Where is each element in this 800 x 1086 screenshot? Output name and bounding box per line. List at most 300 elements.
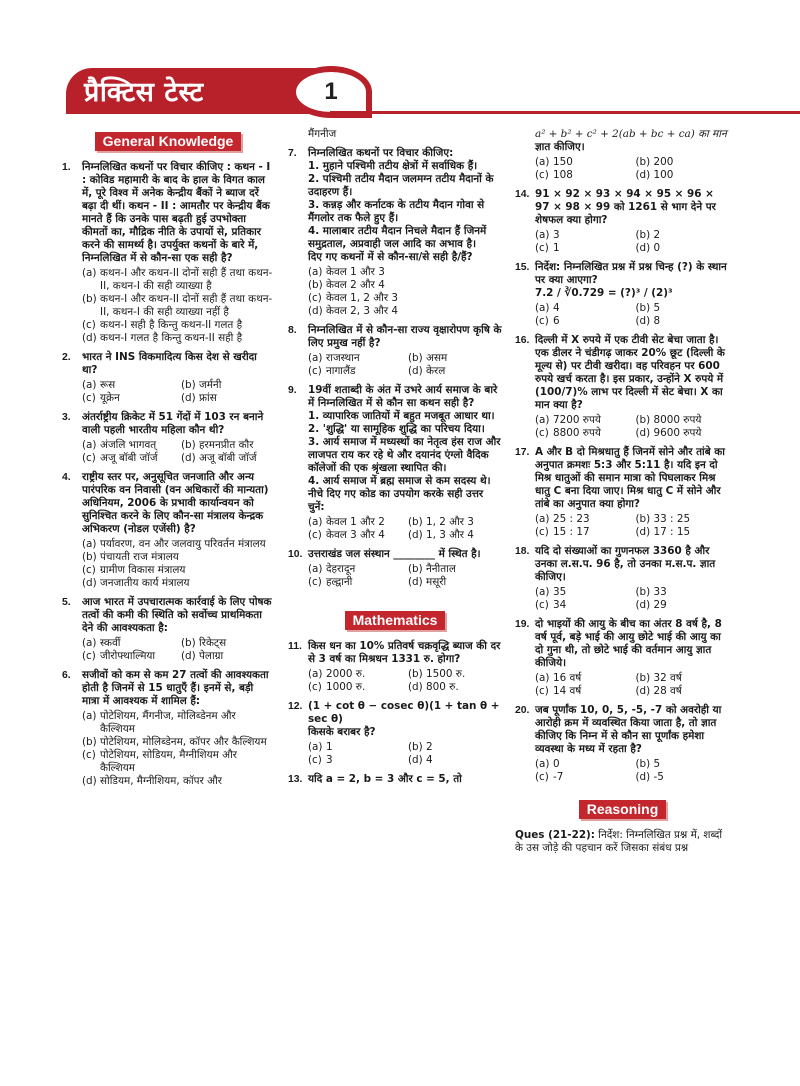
option-letter: (b) bbox=[635, 672, 651, 684]
question-number: 1. bbox=[62, 162, 71, 173]
options bbox=[535, 414, 730, 440]
option-text: मसूरी bbox=[426, 576, 447, 588]
option-item bbox=[636, 302, 731, 315]
question-text: निम्नलिखित में से कौन-सा राज्य वृक्षारोपण कृषि के लिए प्रमुख नहीं है? bbox=[308, 324, 502, 349]
option-letter: (a) bbox=[82, 710, 97, 722]
option-text: ग्रामीण विकास मंत्रालय bbox=[100, 564, 186, 576]
option-item bbox=[535, 586, 630, 599]
question-body bbox=[535, 261, 730, 328]
q13-expression: a² + b² + c² + 2(ab + bc + ca) का मान bbox=[535, 128, 727, 140]
options bbox=[82, 710, 274, 788]
question bbox=[515, 618, 730, 698]
question bbox=[288, 773, 502, 786]
question-list-gk-2 bbox=[288, 147, 502, 589]
option-letter: (c) bbox=[308, 365, 322, 377]
option-item bbox=[636, 672, 731, 685]
option-item bbox=[308, 741, 402, 754]
question-body bbox=[308, 640, 502, 694]
option-item bbox=[82, 319, 274, 332]
option-letter: (b) bbox=[635, 586, 651, 598]
question bbox=[288, 384, 502, 542]
question bbox=[515, 545, 730, 612]
option-item bbox=[535, 427, 630, 440]
question-statement: दिए गए कथनों में से कौन-सा/से सही है/हैं? bbox=[308, 251, 473, 263]
option-item bbox=[181, 379, 274, 392]
option-letter: (d) bbox=[635, 599, 651, 611]
option-text: असम bbox=[426, 352, 448, 364]
option-text: 1 bbox=[326, 741, 333, 753]
question-list-math bbox=[288, 640, 502, 786]
option-text: 2 bbox=[426, 741, 433, 753]
options bbox=[82, 538, 274, 590]
option-letter: (d) bbox=[82, 775, 97, 787]
option-letter: (d) bbox=[635, 526, 651, 538]
option-letter: (a) bbox=[535, 513, 550, 525]
option-text: जीरोफ्थाल्मिया bbox=[100, 650, 156, 662]
option-text: कथन-I और कथन-II दोनों सही हैं तथा कथन-II, कथन-I की सही व्याख्या नहीं है bbox=[100, 293, 273, 318]
column-2 bbox=[288, 128, 502, 792]
option-item bbox=[308, 352, 402, 365]
option-text: केवल 1 और 2 bbox=[326, 516, 385, 528]
option-text: 4 bbox=[553, 302, 560, 314]
option-item bbox=[181, 650, 274, 663]
option-letter: (d) bbox=[181, 650, 196, 662]
option-text: रूस bbox=[100, 379, 116, 391]
option-letter: (b) bbox=[408, 563, 423, 575]
option-item bbox=[308, 279, 502, 292]
option-letter: (b) bbox=[635, 229, 651, 241]
column-1 bbox=[62, 124, 274, 794]
question-number: 11. bbox=[288, 641, 302, 652]
question-number: 3. bbox=[62, 412, 71, 423]
option-letter: (a) bbox=[308, 563, 323, 575]
option-text: 0 bbox=[553, 758, 560, 770]
header-rule bbox=[330, 111, 800, 114]
option-text: 200 bbox=[653, 156, 674, 168]
options bbox=[308, 741, 502, 767]
option-item bbox=[308, 668, 402, 681]
option-item bbox=[408, 668, 502, 681]
option-item bbox=[535, 169, 630, 182]
option-text: 7200 रुपये bbox=[553, 414, 601, 426]
option-letter: (d) bbox=[408, 365, 423, 377]
option-item bbox=[535, 414, 630, 427]
option-text: कथन-I गलत है किन्तु कथन-II सही है bbox=[100, 332, 243, 344]
option-letter: (d) bbox=[408, 681, 423, 693]
option-text: पोटेशियम, मोलिब्डेनम, कॉपर और कैल्शियम bbox=[100, 736, 267, 748]
option-letter: (c) bbox=[535, 526, 549, 538]
option-text: केरल bbox=[426, 365, 446, 377]
option-item bbox=[308, 563, 402, 576]
option-letter: (c) bbox=[535, 427, 549, 439]
question-number: 20. bbox=[515, 705, 530, 716]
options bbox=[535, 672, 730, 698]
option-text: 1, 2 और 3 bbox=[426, 516, 474, 528]
question-list-gk bbox=[62, 161, 274, 788]
option-item bbox=[408, 741, 502, 754]
option-text: 6 bbox=[553, 315, 560, 327]
question-text: 91 × 92 × 93 × 94 × 95 × 96 × 97 × 98 × 99 को 1261 से भाग देने पर शेषफल क्या होगा? bbox=[535, 188, 716, 226]
question-number: 2. bbox=[62, 352, 71, 363]
option-letter: (b) bbox=[635, 156, 651, 168]
page-title: प्रैक्टिस टेस्ट bbox=[84, 77, 204, 108]
option-item bbox=[535, 242, 630, 255]
option-letter: (c) bbox=[82, 749, 96, 761]
option-text: 33 bbox=[653, 586, 667, 598]
option-text: 5 bbox=[653, 758, 661, 770]
option-letter: (d) bbox=[635, 315, 651, 327]
option-item bbox=[82, 538, 274, 551]
option-text: कथन-I और कथन-II दोनों सही हैं तथा कथन-II, कथन-I की सही व्याख्या है bbox=[100, 267, 273, 292]
option-item bbox=[82, 293, 274, 319]
option-item bbox=[636, 526, 731, 539]
option-text: हल्द्वानी bbox=[326, 576, 353, 588]
question-text: सजीवों को कम से कम 27 तत्वों की आवश्यकता होती है जिनमें से 15 धातुएँ हैं। इनमें से, बड़ी मात्रा में आवश्यक में शामिल हैं: bbox=[82, 669, 269, 707]
option-item bbox=[308, 292, 502, 305]
option-letter: (c) bbox=[535, 169, 549, 181]
question-body bbox=[82, 669, 274, 788]
question-number: 14. bbox=[515, 189, 530, 200]
question bbox=[515, 188, 730, 255]
option-letter: (d) bbox=[82, 577, 97, 589]
question-list-math-2 bbox=[515, 188, 730, 784]
question bbox=[62, 351, 274, 405]
question-number: 15. bbox=[515, 262, 530, 273]
option-letter: (a) bbox=[82, 439, 97, 451]
options bbox=[82, 439, 274, 465]
options bbox=[308, 563, 502, 589]
test-number-badge: 1 bbox=[290, 66, 372, 118]
option-letter: (b) bbox=[181, 439, 196, 451]
option-letter: (b) bbox=[408, 352, 423, 364]
option-item bbox=[82, 332, 274, 345]
question bbox=[515, 446, 730, 539]
option-letter: (b) bbox=[408, 668, 423, 680]
option-item bbox=[82, 577, 274, 590]
option-letter: (a) bbox=[308, 668, 323, 680]
option-text: 1000 रु. bbox=[326, 681, 366, 693]
question-text: जब पूर्णांक 10, 0, 5, -5, -7 को अवरोही या आरोही क्रम में व्यवस्थित किया जाता है, तो ज्ञात कीजिए कि निम्न में से कौन सा पूर्णांक हमेशा व्यवस्था के मध्य में रहता है? bbox=[535, 704, 722, 755]
question-body bbox=[82, 596, 274, 663]
option-letter: (b) bbox=[82, 736, 97, 748]
continued-option-text: मैंगनीज bbox=[308, 128, 337, 140]
option-item bbox=[408, 529, 502, 542]
option-letter: (d) bbox=[408, 754, 423, 766]
question-statement: 3. कन्नड़ और कर्नाटक के तटीय मैदान गोवा से मैंगलोर तक फैले हुए हैं। bbox=[308, 199, 485, 224]
question-text: निम्नलिखित कथनों पर विचार कीजिए: bbox=[308, 147, 454, 159]
option-letter: (d) bbox=[635, 771, 651, 783]
question-body bbox=[535, 334, 730, 440]
question-number: 10. bbox=[288, 549, 303, 560]
question-number: 18. bbox=[515, 546, 530, 557]
option-text: 1, 3 और 4 bbox=[426, 529, 474, 541]
question-number: 16. bbox=[515, 335, 530, 346]
option-item bbox=[82, 551, 274, 564]
question-body bbox=[535, 704, 730, 784]
option-letter: (b) bbox=[635, 513, 651, 525]
option-letter: (a) bbox=[535, 586, 550, 598]
option-text: स्कर्वी bbox=[100, 637, 121, 649]
option-text: केवल 3 और 4 bbox=[326, 529, 385, 541]
question-body bbox=[82, 351, 274, 405]
question bbox=[62, 161, 274, 345]
option-item bbox=[535, 526, 630, 539]
options bbox=[82, 379, 274, 405]
option-item bbox=[82, 749, 274, 775]
option-letter: (b) bbox=[408, 516, 423, 528]
question-statement: 3. आर्य समाज में मध्यस्थों का नेतृत्व हंस राज और लाजपत राय कर रहे थे और दयानंद एंग्लो वैदिक कॉलेजों की एक श्रृंखला स्थापित की। bbox=[308, 436, 501, 474]
question-statement: 1. व्यापारिक जातियों में बहुत मजबूत आधार था। bbox=[308, 410, 495, 422]
option-item bbox=[408, 352, 502, 365]
option-letter: (d) bbox=[82, 332, 97, 344]
option-letter: (c) bbox=[535, 599, 549, 611]
option-text: 16 वर्ष bbox=[553, 672, 582, 684]
option-letter: (c) bbox=[82, 392, 96, 404]
question-number: 7. bbox=[288, 148, 297, 159]
option-letter: (c) bbox=[82, 564, 96, 576]
reasoning-direction: निर्देश: निम्नलिखित प्रश्न में, शब्दों के उस जोड़े की पहचान करें जिसका संबंध प्रश्न bbox=[515, 829, 723, 854]
option-text: कथन-I सही है किन्तु कथन-II गलत है bbox=[100, 319, 243, 331]
option-item bbox=[408, 365, 502, 378]
option-text: 34 bbox=[553, 599, 567, 611]
option-text: 17 : 15 bbox=[653, 526, 691, 538]
option-item bbox=[181, 637, 274, 650]
option-text: 28 वर्ष bbox=[653, 685, 682, 697]
option-item bbox=[535, 599, 630, 612]
option-letter: (b) bbox=[308, 279, 323, 291]
option-item bbox=[535, 758, 630, 771]
option-item bbox=[82, 439, 175, 452]
question-text-2: 7.2 / ∛0.729 = (?)³ / (2)³ bbox=[535, 287, 673, 299]
question-text: अंतर्राष्ट्रीय क्रिकेट में 51 गेंदों में 103 रन बनाने वाली पहली भारतीय महिला कौन थी? bbox=[82, 411, 264, 436]
question bbox=[515, 704, 730, 784]
option-item bbox=[308, 754, 402, 767]
option-letter: (d) bbox=[308, 305, 323, 317]
option-text: 0 bbox=[653, 242, 661, 254]
options bbox=[308, 668, 502, 694]
option-letter: (c) bbox=[308, 292, 322, 304]
option-text: 9600 रुपये bbox=[653, 427, 702, 439]
options bbox=[535, 758, 730, 784]
option-item bbox=[636, 156, 731, 169]
question-body bbox=[308, 548, 502, 589]
section-heading-math: Mathematics bbox=[345, 611, 446, 630]
option-text: नैनीताल bbox=[426, 563, 456, 575]
question bbox=[515, 261, 730, 328]
option-text: 4 bbox=[426, 754, 433, 766]
option-letter: (d) bbox=[635, 242, 651, 254]
option-item bbox=[82, 564, 274, 577]
option-letter: (c) bbox=[535, 771, 549, 783]
option-letter: (c) bbox=[308, 529, 322, 541]
option-item bbox=[308, 576, 402, 589]
option-letter: (c) bbox=[308, 754, 322, 766]
option-letter: (d) bbox=[635, 685, 651, 697]
question-number: 4. bbox=[62, 472, 71, 483]
option-text: नागालैंड bbox=[326, 365, 356, 377]
question-number: 17. bbox=[515, 447, 530, 458]
question-statement: 2. 'शुद्धि' या सामूहिक शुद्धि का परिचय दिया। bbox=[308, 423, 485, 435]
option-letter: (a) bbox=[535, 156, 550, 168]
question bbox=[288, 324, 502, 378]
option-text: 32 वर्ष bbox=[653, 672, 682, 684]
option-item bbox=[308, 681, 402, 694]
section-heading-reasoning: Reasoning bbox=[579, 800, 667, 819]
option-text: 3 bbox=[326, 754, 333, 766]
option-text: 2 bbox=[653, 229, 661, 241]
question-number: 9. bbox=[288, 385, 297, 396]
question bbox=[288, 640, 502, 694]
option-item bbox=[82, 637, 175, 650]
question bbox=[515, 334, 730, 440]
question-text: (1 + cot θ − cosec θ)(1 + tan θ + sec θ) bbox=[308, 700, 500, 725]
question bbox=[62, 411, 274, 465]
option-letter: (c) bbox=[82, 452, 96, 464]
question bbox=[288, 700, 502, 767]
option-letter: (c) bbox=[535, 315, 549, 327]
option-letter: (a) bbox=[308, 516, 323, 528]
option-item bbox=[636, 414, 731, 427]
option-item bbox=[82, 710, 274, 736]
option-text: पेलाग्रा bbox=[199, 650, 224, 662]
option-text: -5 bbox=[653, 771, 664, 783]
option-item bbox=[308, 365, 402, 378]
option-item bbox=[82, 452, 175, 465]
option-text: केवल 1 और 3 bbox=[326, 266, 385, 278]
option-item bbox=[308, 516, 402, 529]
option-letter: (a) bbox=[82, 379, 97, 391]
option-text: रिकेट्स bbox=[199, 637, 227, 649]
option-text: 800 रु. bbox=[426, 681, 459, 693]
option-item bbox=[82, 736, 274, 749]
option-text: 1500 रु. bbox=[426, 668, 466, 680]
option-item bbox=[181, 452, 274, 465]
option-letter: (a) bbox=[308, 741, 323, 753]
question-body bbox=[308, 147, 502, 318]
question-body bbox=[535, 545, 730, 612]
question-body bbox=[308, 700, 502, 767]
option-text: 8 bbox=[653, 315, 661, 327]
option-text: 33 : 25 bbox=[653, 513, 691, 525]
question bbox=[62, 596, 274, 663]
question bbox=[288, 147, 502, 318]
option-text: हरमनप्रीत कौर bbox=[199, 439, 254, 451]
option-item bbox=[636, 315, 731, 328]
option-item bbox=[308, 305, 502, 318]
question-text: उत्तराखंड जल संस्थान ________ में स्थित है। bbox=[308, 548, 481, 560]
option-text: 2000 रु. bbox=[326, 668, 366, 680]
option-letter: (a) bbox=[535, 414, 550, 426]
option-letter: (b) bbox=[82, 293, 97, 305]
question-body bbox=[82, 411, 274, 465]
option-item bbox=[636, 169, 731, 182]
option-letter: (a) bbox=[308, 352, 323, 364]
question-number: 12. bbox=[288, 701, 303, 712]
question-text: किस धन का 10% प्रतिवर्ष चक्रवृद्धि ब्याज की दर से 3 वर्ष का मिश्रधन 1331 रु. होगा? bbox=[308, 640, 501, 665]
question-body bbox=[82, 161, 274, 345]
option-item bbox=[82, 379, 175, 392]
option-letter: (d) bbox=[635, 169, 651, 181]
option-letter: (d) bbox=[181, 452, 196, 464]
question-text: भारत ने INS विकमादित्य किस देश से खरीदा था? bbox=[82, 351, 257, 376]
option-item bbox=[636, 242, 731, 255]
options bbox=[535, 229, 730, 255]
option-item bbox=[535, 672, 630, 685]
option-letter: (a) bbox=[82, 637, 97, 649]
option-item bbox=[636, 685, 731, 698]
option-text: देहरादून bbox=[326, 563, 356, 575]
option-text: जर्मनी bbox=[199, 379, 222, 391]
option-item bbox=[408, 563, 502, 576]
option-item bbox=[636, 513, 731, 526]
option-text: 100 bbox=[653, 169, 674, 181]
option-letter: (c) bbox=[308, 681, 322, 693]
option-text: अंजलि भागवत् bbox=[100, 439, 157, 451]
continued-question-13 bbox=[515, 128, 730, 182]
option-item bbox=[408, 681, 502, 694]
options bbox=[82, 637, 274, 663]
option-item bbox=[408, 754, 502, 767]
question-statement: नीचे दिए गए कोड का उपयोग करके सही उत्तर चुनें: bbox=[308, 488, 484, 513]
option-item bbox=[535, 771, 630, 784]
question-body bbox=[308, 384, 502, 542]
option-letter: (c) bbox=[308, 576, 322, 588]
option-item bbox=[408, 516, 502, 529]
question-number: 6. bbox=[62, 670, 71, 681]
option-letter: (d) bbox=[408, 576, 423, 588]
section-heading-gk: General Knowledge bbox=[95, 132, 242, 151]
question-statement: 4. मालाबार तटीय मैदान निचले मैदान हैं जिनमें समुद्रताल, अप्रवाही जल आदि का अभाव है। bbox=[308, 225, 487, 250]
option-letter: (b) bbox=[181, 379, 196, 391]
option-text: 108 bbox=[553, 169, 573, 181]
option-item bbox=[82, 392, 175, 405]
q13-prompt: ज्ञात कीजिए। bbox=[535, 141, 585, 153]
option-text: अजू बॉबी जॉर्ज bbox=[199, 452, 257, 464]
question-text: 19वीं शताब्दी के अंत में उभरे आर्य समाज के बारे में निम्नलिखित में से कौन सा कथन सही है? bbox=[308, 384, 498, 409]
option-item bbox=[535, 302, 630, 315]
option-letter: (a) bbox=[535, 229, 550, 241]
option-item bbox=[308, 266, 502, 279]
option-text: जनजातीय कार्य मंत्रालय bbox=[100, 577, 190, 589]
option-item bbox=[636, 599, 731, 612]
question-text: A और B दो मिश्रधातु हैं जिनमें सोने और तांबे का अनुपात क्रमशः 5:3 और 5:11 है। यदि इन दो मिश्र धातुओं की समान मात्रा को पिघलाकर मिश्र धातु C बना दिया जाए। मिश्र धातु C में सोने और तांबे का अनुपात क्या होगा? bbox=[535, 446, 725, 510]
option-letter: (a) bbox=[535, 672, 550, 684]
question-text: यदि a = 2, b = 3 और c = 5, तो bbox=[308, 773, 462, 785]
option-item bbox=[636, 586, 731, 599]
option-item bbox=[408, 576, 502, 589]
option-item bbox=[535, 315, 630, 328]
option-letter: (a) bbox=[82, 538, 97, 550]
option-item bbox=[535, 513, 630, 526]
option-item bbox=[636, 229, 731, 242]
option-text: पर्यावरण, वन और जलवायु परिवर्तन मंत्रालय bbox=[100, 538, 266, 550]
option-text: 35 bbox=[553, 586, 567, 598]
option-item bbox=[308, 529, 402, 542]
option-text: -7 bbox=[553, 771, 564, 783]
option-text: फ्रांस bbox=[199, 392, 217, 404]
options bbox=[308, 516, 502, 542]
option-item bbox=[535, 229, 630, 242]
option-text: 29 bbox=[653, 599, 667, 611]
question-text: यदि दो संख्याओं का गुणनफल 3360 है और उनका ल.स.प. 96 है, तो उनका म.स.प. ज्ञात कीजिए। bbox=[535, 545, 716, 583]
option-letter: (b) bbox=[635, 302, 651, 314]
question-number: 19. bbox=[515, 619, 530, 630]
question bbox=[62, 471, 274, 590]
option-text: पंचायती राज मंत्रालय bbox=[100, 551, 179, 563]
option-item bbox=[636, 427, 731, 440]
question bbox=[288, 548, 502, 589]
option-text: यूक्रेन bbox=[100, 392, 120, 404]
